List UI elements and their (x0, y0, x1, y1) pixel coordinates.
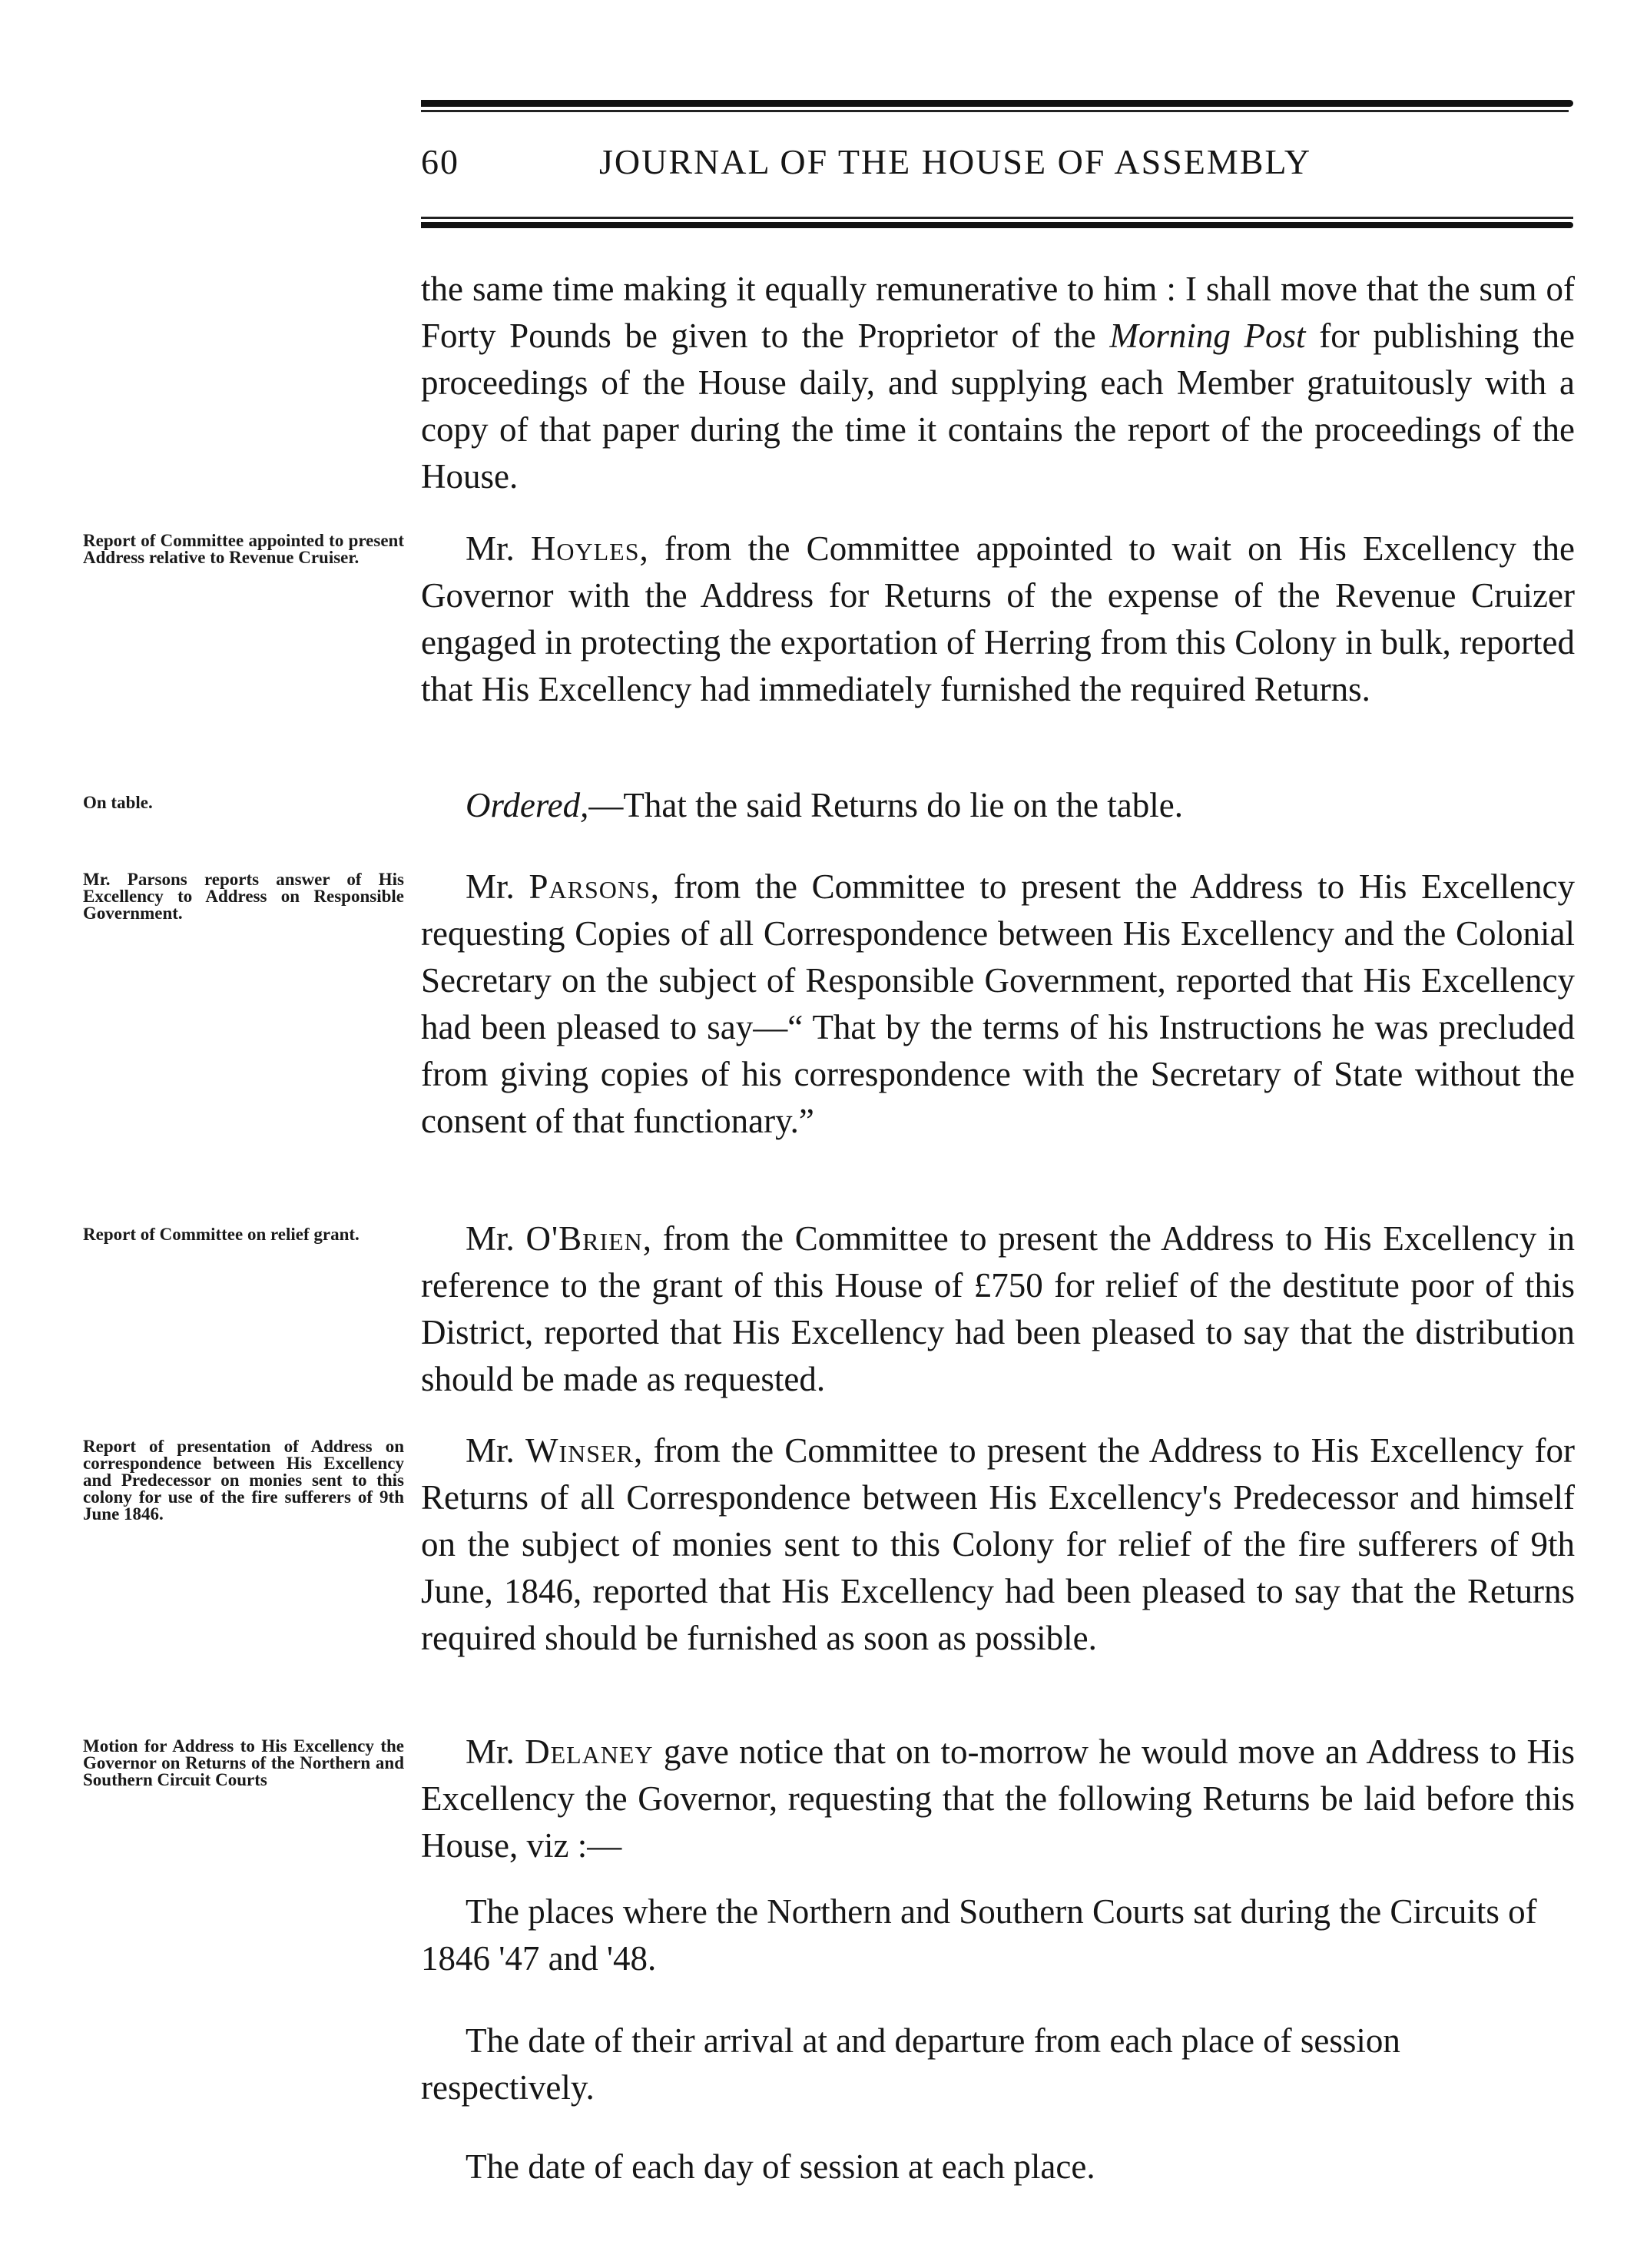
header-top-rule (421, 100, 1573, 114)
newspaper-title: Morning Post (1109, 317, 1306, 355)
member-name: O'Brien (525, 1219, 643, 1258)
paragraph-parsons-report: Mr. Parsons, from the Committee to present the Address to His Excellency requesting Copies of all Correspondence between His Excellency and the Colonial Secretary on the subject of Responsible Government, reported that His Excellency had been pleased to say—“ That by the terms of his Instructions he was precluded from giving copies of his correspondence with the Secretary of State without the consent of that functionary.” (421, 867, 1576, 1140)
page-number: 60 (421, 142, 459, 181)
margin-note-on-table: On table. (83, 793, 153, 812)
paragraph-winser-report: Mr. Winser, from the Committee to present the Address to His Excellency for Returns of all Correspondence between His Excellency's Predecessor and himself on the subject of monies sent to this Colony for relief of the fire sufferers of 9th June, 1846, reported that His Excellency had been pleased to say that the Returns required should be furnished as soon as possible. (421, 1431, 1576, 1657)
margin-note-relief-grant: Report of Committee on relief grant. (83, 1225, 360, 1244)
member-name: Delaney (525, 1732, 654, 1771)
margin-note-fire-sufferers: Report of presentation of Address on correspondence between His Excellency and Predecessor on monies sent to this colony for use of the fire sufferers of 9th June 1846. (83, 1437, 404, 1524)
paragraph-morning-post: the same time making it equally remunerative to him : I shall move that the sum of Forty Pounds be given to the Proprietor of the Morning Post for publishing the proceedings of the House daily, and supplying each Member gratuitously with a copy of that paper during the time it contains the report of the proceedings of the House. (421, 270, 1575, 496)
paragraph-ordered: Ordered,—That the said Returns do lie on the table. (466, 786, 1183, 824)
running-head (421, 141, 1573, 195)
header-bottom-rule (421, 217, 1573, 230)
running-title: JOURNAL OF THE HOUSE OF ASSEMBLY (599, 142, 1312, 181)
margin-note-responsible-government: Mr. Parsons reports answer of His Excellency to Address on Responsible Government. (83, 870, 404, 923)
paragraph-obrien-report: Mr. O'Brien, from the Committee to present the Address to His Excellency in reference to the grant of this House of £750 for relief of the destitute poor of this District, reported that His Excellency had been pleased to say that the distribution should be made as requested. (421, 1219, 1575, 1398)
paragraph-delaney-notice: Mr. Delaney gave notice that on to-morrow he would move an Address to His Excellency the Governor, requesting that the following Returns be laid before this House, viz :— (421, 1732, 1575, 1865)
margin-note-revenue-cruiser: Report of Committee appointed to present Address relative to Revenue Cruiser. (83, 531, 404, 567)
return-item-sessions: The date of each day of session at each place. (466, 2147, 1095, 2186)
member-name: Hoyles (530, 529, 640, 568)
margin-note-circuit-courts: Motion for Address to His Excellency the Governor on Returns of the Northern and Southern Circuit Courts (83, 1736, 404, 1789)
member-name: Winser (525, 1431, 634, 1470)
return-item-places: The places where the Northern and Southern Courts sat during the Circuits of 1846 '47 and '48. (421, 1892, 1537, 1978)
paragraph-hoyles-report: Mr. Hoyles, from the Committee appointed to wait on His Excellency the Governor with the Address for Returns of the expense of the Revenue Cruizer engaged in protecting the exportation of Herring from this Colony in bulk, reported that His Excellency had immediately furnished the required Returns. (421, 529, 1575, 708)
return-item-dates: The date of their arrival at and departure from each place of session respectively. (421, 2021, 1400, 2107)
member-name: Parsons (529, 867, 651, 906)
